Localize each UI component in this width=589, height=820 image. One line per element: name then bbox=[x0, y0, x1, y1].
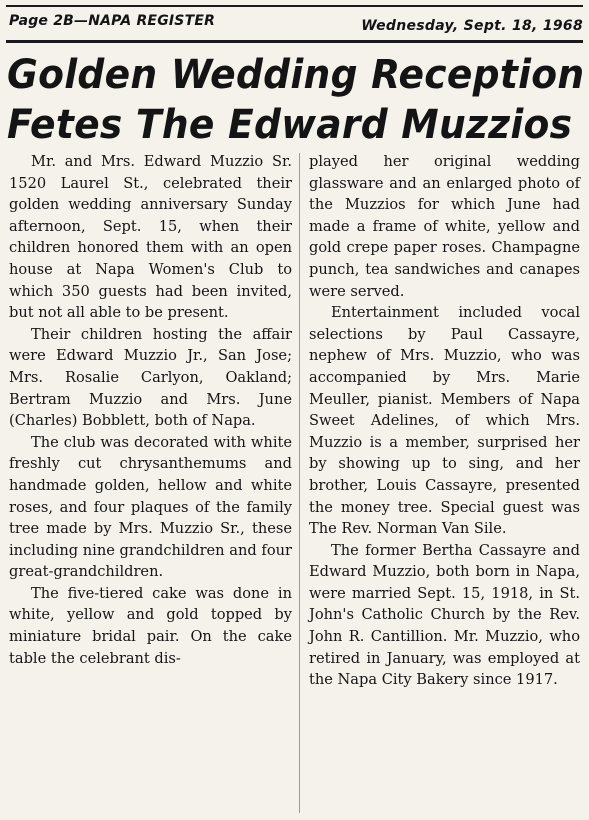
article-paragraph: played her original wedding glassware and an enlarged photo of the Muzzios for which June had made a frame of white, yellow and gold crepe paper roses. Champagne punch, tea sandwiches and canapes were served. bbox=[309, 153, 580, 300]
article-paragraph: The club was decorated with white freshly cut chrysanthemums and handmade golden, hellow and white roses, and four plaques of the family tree made by Mrs. Muzzio Sr., these including nine grandchildren and four great-grandchildren. bbox=[9, 433, 292, 581]
article-paragraph: Entertainment included vocal selections by Paul Cassayre, nephew of Mrs. Muzzio, who was accompanied by Mrs. Marie Meuller, pianist. Members of Napa Sweet Adelines, of which Mrs. Muzzio is a member, surprised her by showing up to sing, and her brother, Louis Cassayre, presented the money tree. Special guest was The Rev. Norman Van Sile. bbox=[309, 304, 580, 538]
headline-line-1: Golden Wedding Reception bbox=[7, 52, 585, 98]
headline-line-2: Fetes The Edward Muzzios bbox=[7, 102, 573, 148]
article-paragraph: The five-tiered cake was done in white, yellow and gold topped by miniature bridal pair. On the cake table the celebrant dis- bbox=[9, 584, 292, 667]
top-rule bbox=[6, 5, 583, 7]
article-paragraph: Their children hosting the affair were Edward Muzzio Jr., San Jose; Mrs. Rosalie Carlyon, Oakland; Bertram Muzzio and Mrs. June (Charles) Bobblett, both of Napa. bbox=[9, 325, 292, 430]
article-paragraph: The former Bertha Cassayre and Edward Muzzio, both born in Napa, were married Sept. 15, 1918, in St. John's Catholic Church by the Rev. John R. Cantillion. Mr. Muzzio, who retired in January, was employed at the Napa City Bakery since 1917. bbox=[309, 541, 580, 689]
column-divider bbox=[299, 153, 300, 813]
header-rule bbox=[6, 40, 583, 43]
article-column-right bbox=[309, 151, 580, 691]
page-label: Page 2B—NAPA REGISTER bbox=[9, 13, 216, 29]
article-column-left bbox=[9, 151, 292, 669]
article-paragraph: Mr. and Mrs. Edward Muzzio Sr. 1520 Laurel St., celebrated their golden wedding anniversary Sunday afternoon, Sept. 15, when their children honored them with an open house at Napa Women's Club to which 350 guests had been invited, but not all able to be present. bbox=[9, 153, 292, 322]
issue-date: Wednesday, Sept. 18, 1968 bbox=[361, 18, 583, 34]
